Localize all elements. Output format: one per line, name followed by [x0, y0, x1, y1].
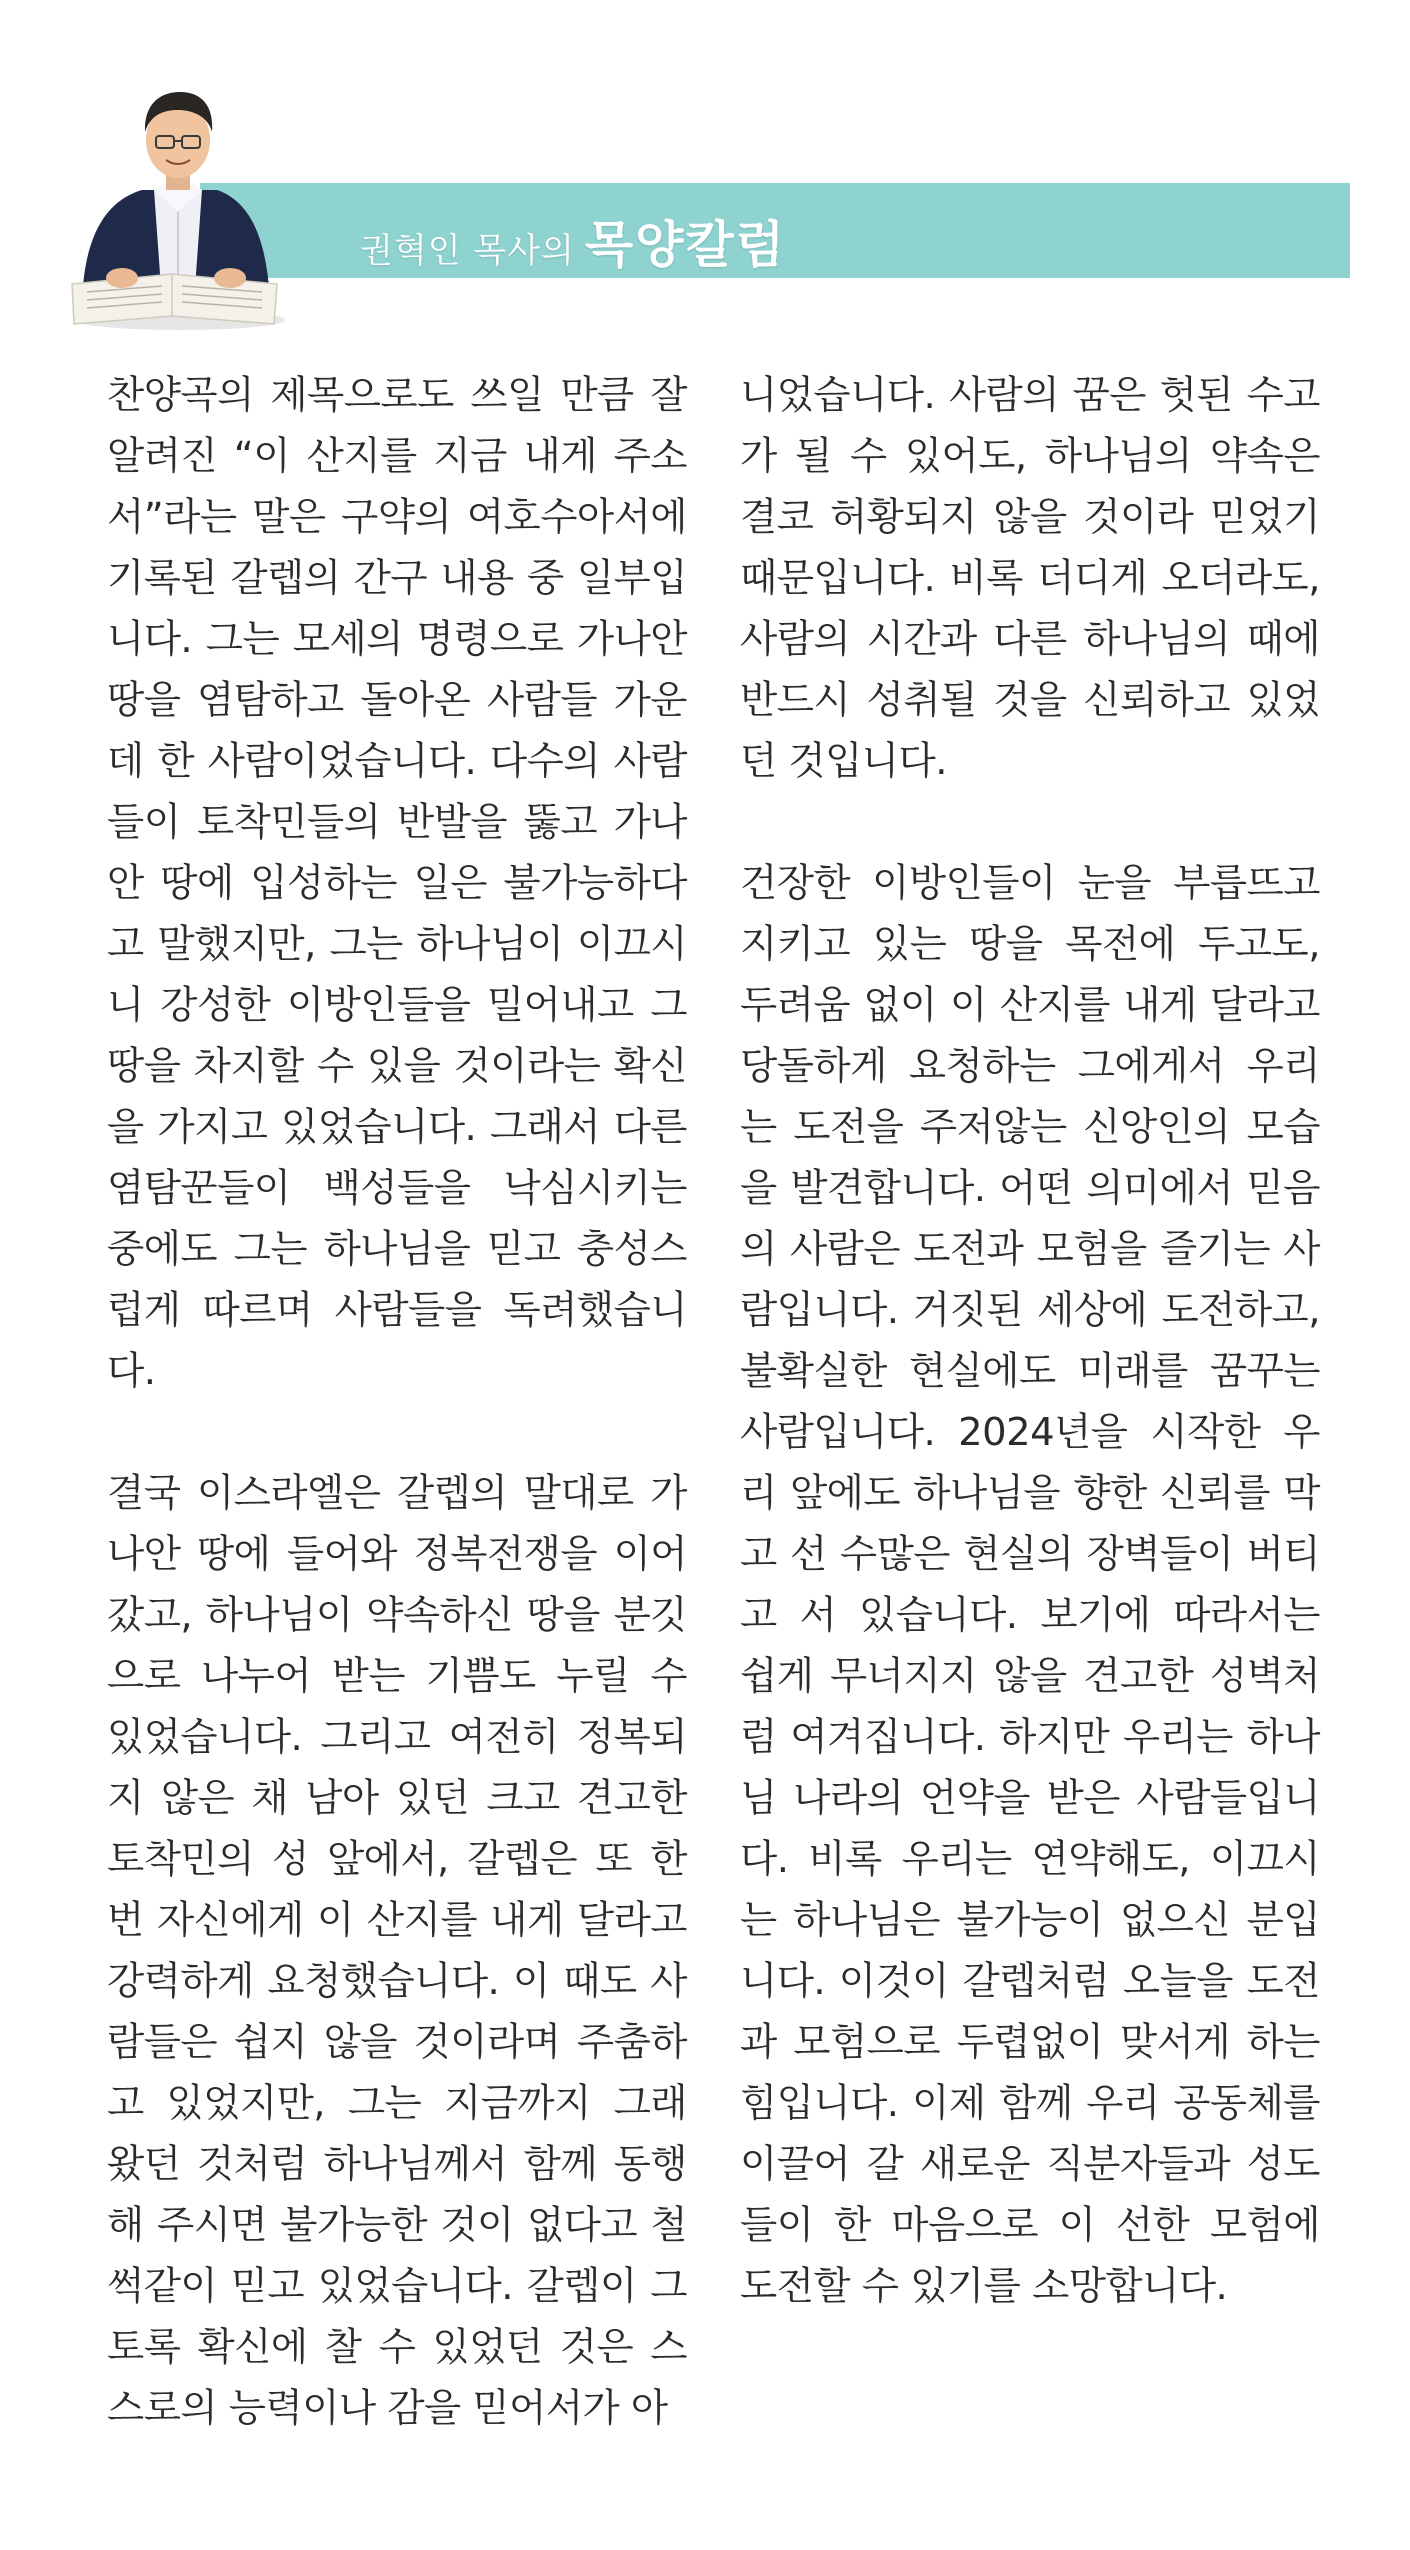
article-right-column: [740, 365, 1320, 2317]
paragraph: 건장한 이방인들이 눈을 부릅뜨고 지키고 있는 땅을 목전에 두고도, 두려움 없이 이 산지를 내게 달라고 당돌하게 요청하는 그에게서 우리는 도전을 주저않는 신앙인의 모습을 발견합니다. 어떤 의미에서 믿음의 사람은 도전과 모험을 즐기는 사람입니다. 거짓된 세상에 도전하고, 불확실한 현실에도 미래를 꿈꾸는 사람입니다. 2024년을 시작한 우리 앞에도 하나님을 향한 신뢰를 막고 선 수많은 현실의 장벽들이 버티고 서 있습니다. 보기에 따라서는 쉽게 무너지지 않을 견고한 성벽처럼 여겨집니다. 하지만 우리는 하나님 나라의 언약을 받은 사람들입니다. 비록 우리는 연약해도, 이끄시는 하나님은 불가능이 없으신 분입니다. 이것이 갈렙처럼 오늘을 도전과 모험으로 두렵없이 맞서게 하는 힘입니다. 이제 함께 우리 공동체를 이끌어 갈 새로운 직분자들과 성도들이 한 마음으로 이 선한 모험에 도전할 수 있기를 소망합니다.: [740, 861, 1320, 2309]
banner-title: [360, 205, 786, 277]
author-label: 권혁인 목사의: [360, 231, 575, 271]
paragraph: 결국 이스라엘은 갈렙의 말대로 가나안 땅에 들어와 정복전쟁을 이어갔고, 하나님이 약속하신 땅을 분깃으로 나누어 받는 기쁨도 누릴 수 있었습니다. 그리고 여전히 정복되지 않은 채 남아 있던 크고 견고한 토착민의 성 앞에서, 갈렙은 또 한 번 자신에게 이 산지를 내게 달라고 강력하게 요청했습니다. 이 때도 사람들은 쉽지 않을 것이라며 주춤하고 있었지만, 그는 지금까지 그래 왔던 것처럼 하나님께서 함께 동행해 주시면 불가능한 것이 없다고 철썩같이 믿고 있었습니다. 갈렙이 그토록 확신에 찰 수 있었던 것은 스스로의 능력이나 감을 믿어서가 아: [107, 1471, 687, 2431]
paragraph: 니었습니다. 사람의 꿈은 헛된 수고가 될 수 있어도, 하나님의 약속은 결코 허황되지 않을 것이라 믿었기 때문입니다. 비록 더디게 오더라도, 사람의 시간과 다른 하나님의 때에 반드시 성취될 것을 신뢰하고 있었던 것입니다.: [740, 373, 1320, 784]
article-left-column: [107, 365, 687, 2439]
column-title: 목양칼럼: [584, 216, 787, 274]
paragraph: 찬양곡의 제목으로도 쓰일 만큼 잘 알려진 “이 산지를 지금 내게 주소서”라는 말은 구약의 여호수아서에 기록된 갈렙의 간구 내용 중 일부입니다. 그는 모세의 명령으로 가나안 땅을 염탐하고 돌아온 사람들 가운데 한 사람이었습니다. 다수의 사람들이 토착민들의 반발을 뚫고 가나안 땅에 입성하는 일은 불가능하다고 말했지만, 그는 하나님이 이끄시니 강성한 이방인들을 밀어내고 그 땅을 차지할 수 있을 것이라는 확신을 가지고 있었습니다. 그래서 다른 염탐꾼들이 백성들을 낙심시키는 중에도 그는 하나님을 믿고 충성스럽게 따르며 사람들을 독려했습니다.: [107, 373, 687, 1394]
pastor-portrait-icon: [62, 52, 287, 337]
